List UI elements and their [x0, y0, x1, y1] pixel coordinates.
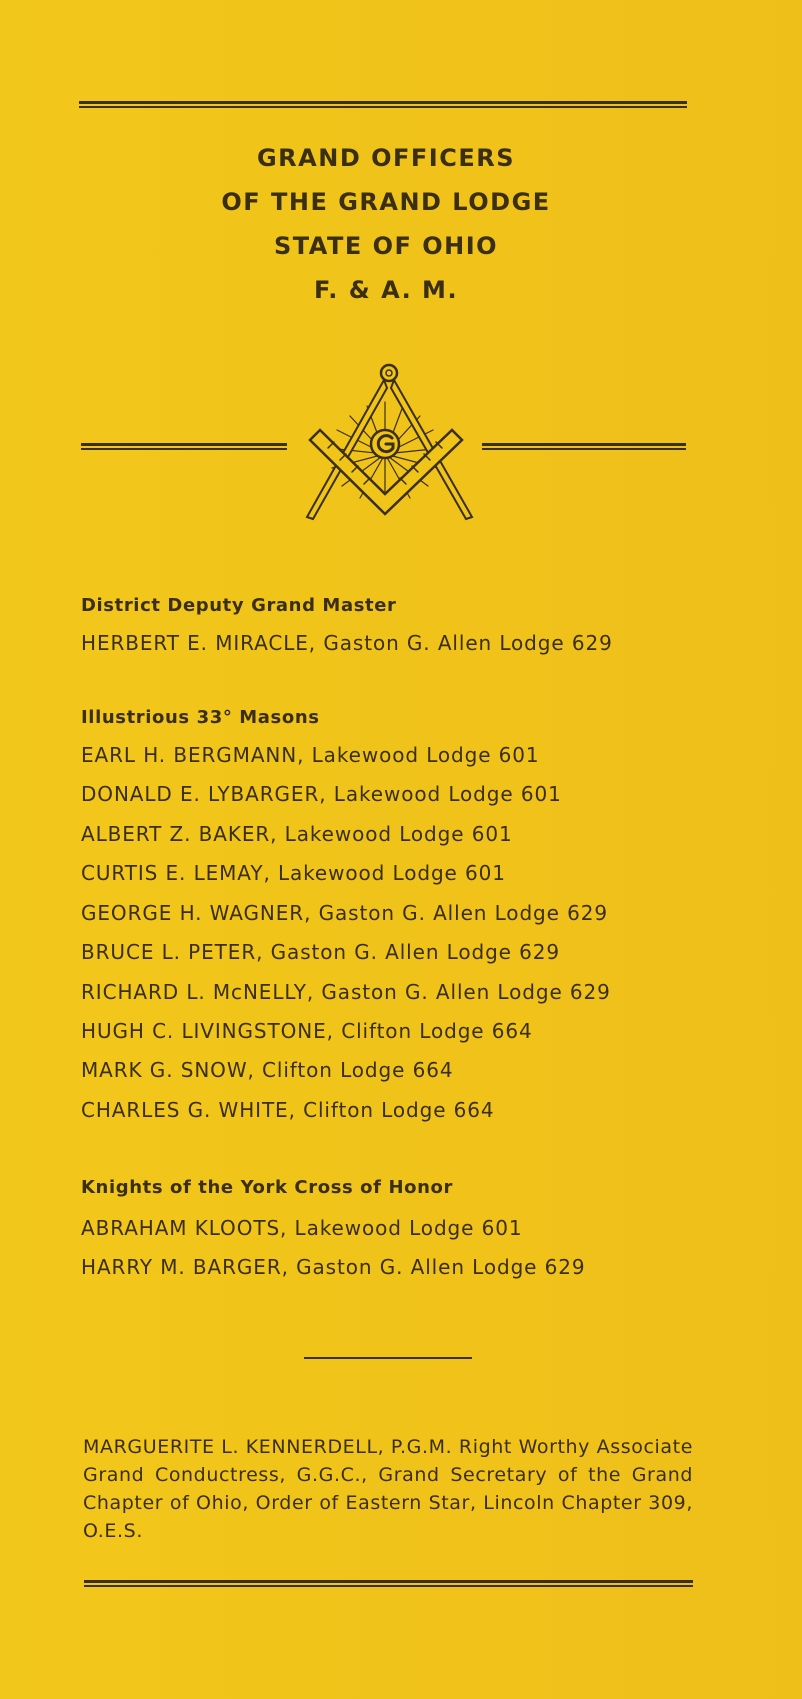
- list-item: BRUCE L. PETER, Gaston G. Allen Lodge 629: [81, 940, 561, 964]
- section-heading-33-masons: Illustrious 33° Masons: [81, 707, 320, 728]
- list-item: HUGH C. LIVINGSTONE, Clifton Lodge 664: [81, 1019, 533, 1043]
- emblem-left-rule: [81, 443, 287, 450]
- list-item: ALBERT Z. BAKER, Lakewood Lodge 601: [81, 822, 513, 846]
- square-and-compasses-icon: [292, 362, 478, 528]
- section-heading-york-cross: Knights of the York Cross of Honor: [81, 1177, 453, 1198]
- list-item: MARK G. SNOW, Clifton Lodge 664: [81, 1058, 454, 1082]
- list-item: DONALD E. LYBARGER, Lakewood Lodge 601: [81, 782, 562, 806]
- list-item: CHARLES G. WHITE, Clifton Lodge 664: [81, 1098, 495, 1122]
- title-line-2: OF THE GRAND LODGE: [221, 188, 551, 216]
- top-double-rule: [79, 101, 687, 108]
- title-line-4: F. & A. M.: [313, 276, 459, 304]
- title-line-1: GRAND OFFICERS: [256, 144, 515, 172]
- title-line-3: STATE OF OHIO: [273, 232, 499, 260]
- list-item: EARL H. BERGMANN, Lakewood Lodge 601: [81, 743, 540, 767]
- list-item: CURTIS E. LEMAY, Lakewood Lodge 601: [81, 861, 506, 885]
- bottom-double-rule: [84, 1580, 693, 1587]
- section-divider: [304, 1357, 472, 1359]
- emblem-right-rule: [482, 443, 686, 450]
- list-item: ABRAHAM KLOOTS, Lakewood Lodge 601: [81, 1216, 523, 1240]
- footer-paragraph: MARGUERITE L. KENNERDELL, P.G.M. Right Worthy Associate Grand Conductress, G.G.C., Grand Secretary of the Grand Chapter of Ohio, Order of Eastern Star, Lincoln Chapter 309, O.E.S.: [83, 1436, 693, 1542]
- list-item: HERBERT E. MIRACLE, Gaston G. Allen Lodge 629: [81, 631, 613, 655]
- page-title: [80, 136, 692, 312]
- section-heading-district-deputy: District Deputy Grand Master: [81, 595, 397, 616]
- list-item: HARRY M. BARGER, Gaston G. Allen Lodge 629: [81, 1255, 586, 1279]
- list-item: RICHARD L. McNELLY, Gaston G. Allen Lodge 629: [81, 980, 611, 1004]
- list-item: GEORGE H. WAGNER, Gaston G. Allen Lodge 629: [81, 901, 608, 925]
